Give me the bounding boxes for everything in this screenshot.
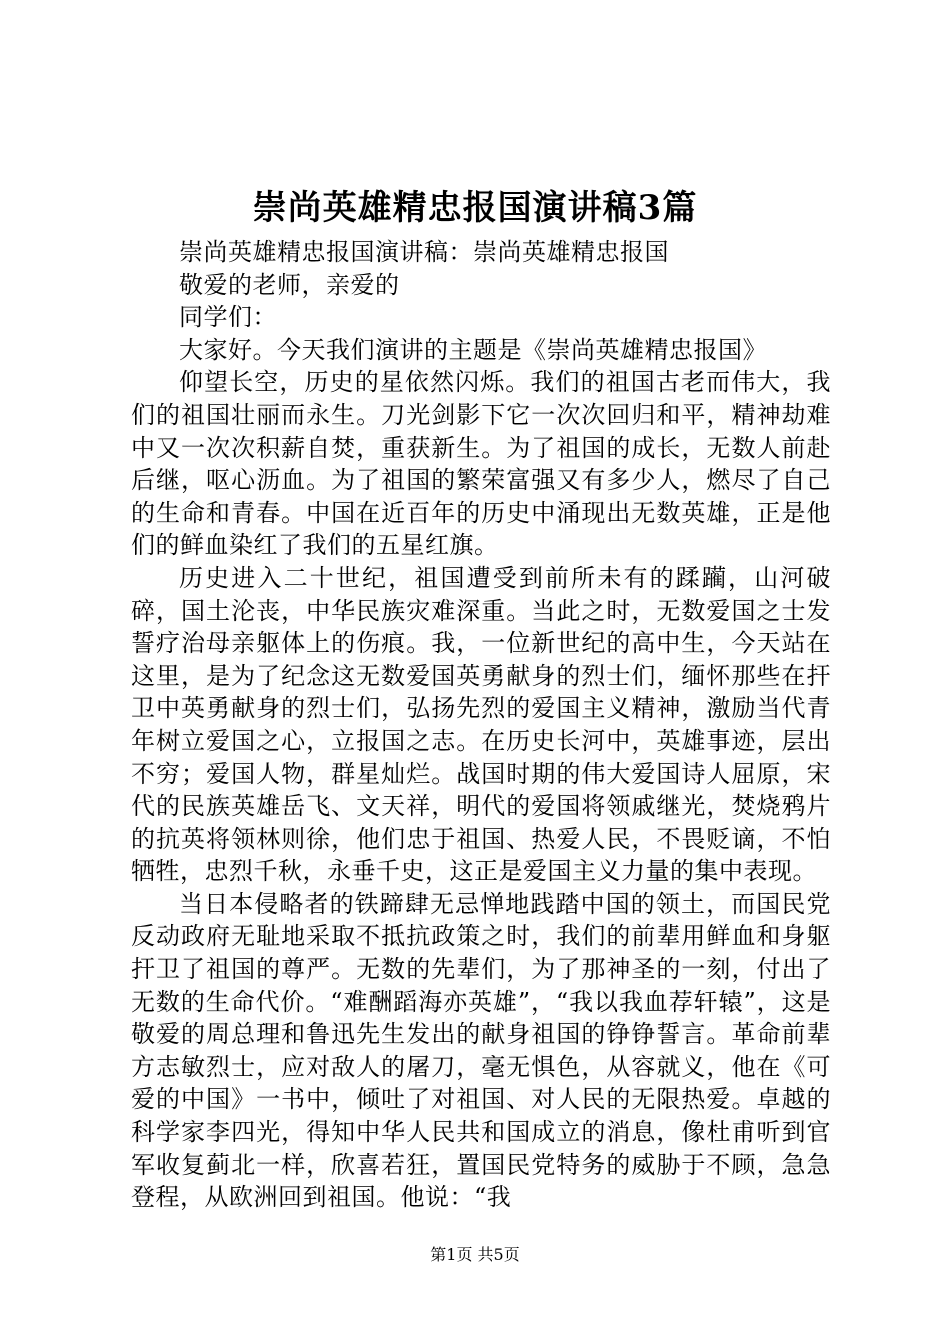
paragraph-body: 历史进入二十世纪，祖国遭受到前所未有的蹂躏，山河破碎，国土沦丧，中华民族灾难深重。当此之时，无数爱国之士发誓疗治母亲躯体上的伤痕。我，一位新世纪的高中生，今天站在这里，是为了纪念这无数爱国英勇献身的烈士们，缅怀那些在扞卫中英勇献身的烈士们，弘扬先烈的爱国主义精神，激励当代青年树立爱国之心，立报国之志。在历史长河中，英雄事迹，层出不穷；爱国人物，群星灿烂。战国时期的伟大爱国诗人屈原，宋代的民族英雄岳飞、文天祥，明代的爱国将领戚继光，焚烧鸦片的抗英将领林则徐，他们忠于祖国、热爱人民，不畏贬谪，不怕牺牲，忠烈千秋，永垂千史，这正是爱国主义力量的集中表现。 xyxy=(131,563,831,886)
paragraph-body: 当日本侵略者的铁蹄肆无忌惮地践踏中国的领土，而国民党反动政府无耻地采取不抵抗政策之时，我们的前辈用鲜血和身躯扞卫了祖国的尊严。无数的先辈们，为了那神圣的一刻，付出了无数的生命代价。“难酬蹈海亦英雄”，“我以我血荐轩辕”，这是敬爱的周总理和鲁迅先生发出的献身祖国的铮铮誓言。革命前辈方志敏烈士，应对敌人的屠刀，毫无惧色，从容就义，他在《可爱的中国》一书中，倾吐了对祖国、对人民的无限热爱。卓越的科学家李四光，得知中华人民共和国成立的消息，像杜甫听到官军收复蓟北一样，欣喜若狂，置国民党特务的威胁于不顾，急急登程，从欧洲回到祖国。他说：“我 xyxy=(131,889,831,1212)
paragraph-salutation-cont: 同学们： xyxy=(179,303,277,332)
document-title: 崇尚英雄精忠报国演讲稿3篇 xyxy=(252,188,698,228)
paragraph-subtitle: 崇尚英雄精忠报国演讲稿：崇尚英雄精忠报国 xyxy=(179,238,669,266)
paragraph-greeting: 大家好。今天我们演讲的主题是《崇尚英雄精忠报国》 xyxy=(179,335,767,364)
paragraph-body: 仰望长空，历史的星依然闪烁。我们的祖国古老而伟大，我们的祖国壮丽而永生。刀光剑影下它一次次回归和平，精神劫难中又一次次积薪自焚，重获新生。为了祖国的成长，无数人前赴后继，呕心沥血。为了祖国的繁荣富强又有多少人，燃尽了自己的生命和青春。中国在近百年的历史中涌现出无数英雄，正是他们的鲜血染红了我们的五星红旗。 xyxy=(131,368,831,560)
document-body xyxy=(131,236,831,1214)
paragraph-salutation: 敬爱的老师，亲爱的 xyxy=(179,270,400,299)
page-number-footer: 第1页 共5页 xyxy=(430,1245,520,1264)
